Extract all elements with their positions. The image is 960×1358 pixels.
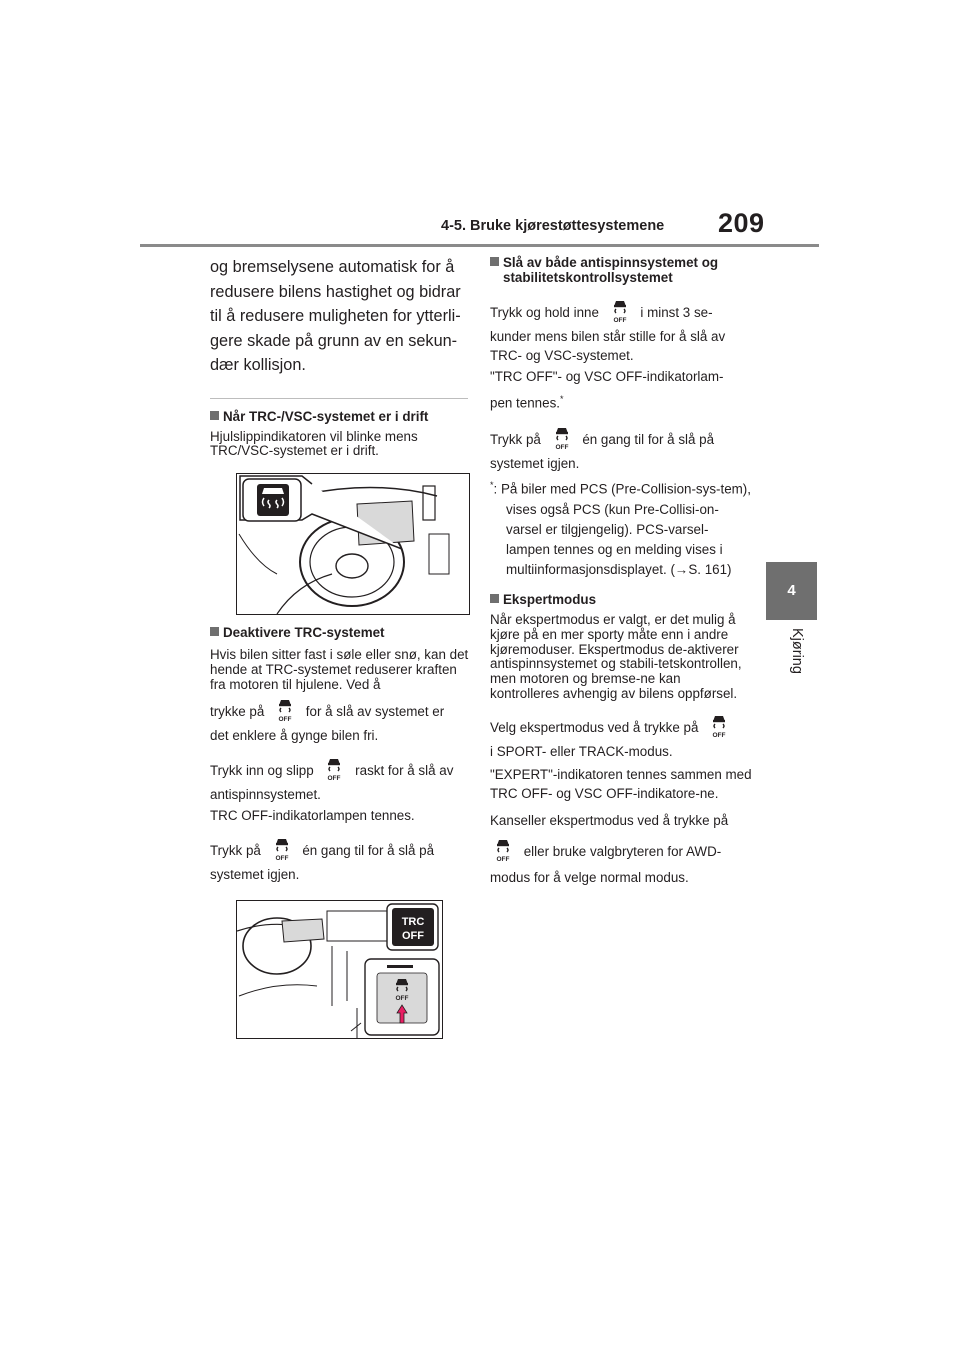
left-column <box>210 255 470 1039</box>
text: trykke på <box>210 704 265 720</box>
text: Trykk på <box>490 432 541 448</box>
heading-deactivate-trc: Deaktivere TRC-systemet <box>210 625 470 640</box>
paragraph: systemet igjen. <box>490 456 580 472</box>
paragraph: "TRC OFF"- og VSC OFF-indikatorlam- <box>490 369 724 384</box>
right-column <box>490 255 752 887</box>
paragraph: det enklere å gynge bilen fri. <box>210 728 379 744</box>
paragraph: i SPORT- eller TRACK-modus. <box>490 743 673 759</box>
paragraph <box>490 390 752 412</box>
text: i minst 3 se- <box>640 305 713 320</box>
trc-off-button-icon <box>706 714 732 738</box>
text: Trykk inn og slipp <box>210 763 314 779</box>
lead-paragraph: og bremselysene automatisk for å redusere bilens hastighet og bidrar til å redusere muligheten for ytterli-gere skade på grunn av en sekun-dær kollisjon. <box>210 258 461 374</box>
paragraph: "EXPERT"-indikatoren tennes sammen med TRC OFF- og VSC OFF-indikatore-ne. <box>490 766 752 801</box>
paragraph: kunder mens bilen står stille for å slå av TRC- og VSC-systemet. <box>490 329 726 363</box>
header-rule <box>140 244 819 247</box>
dashboard-illustration <box>237 474 469 614</box>
heading-disable-both: Slå av både antispinnsystemet og stabilitetskontrollsystemet <box>490 255 752 285</box>
paragraph: TRC OFF-indikatorlampen tennes. <box>210 808 415 824</box>
text: Trykk på <box>210 843 261 859</box>
text: Velg ekspertmodus ved å trykke på <box>490 719 699 735</box>
paragraph: Hjulslippindikatoren vil blinke mens TRC/VSC-systemet er i drift. <box>210 428 418 459</box>
figure-trc-off-button <box>236 900 443 1039</box>
trc-off-button-icon <box>321 757 347 781</box>
paragraph-inline-icon <box>490 426 752 450</box>
chapter-label: Kjøring <box>789 628 805 674</box>
trc-label: TRC <box>401 916 425 929</box>
divider <box>210 398 468 399</box>
footnote-mark: * <box>490 480 494 491</box>
paragraph-inline-icon <box>210 698 470 722</box>
off-label: OFF <box>402 930 424 943</box>
page-number: 209 <box>718 208 765 238</box>
text: eller bruke valgbryteren for AWD- <box>523 843 722 859</box>
chapter-tab: 4 <box>766 562 817 620</box>
console-illustration <box>237 901 442 1038</box>
text: Trykk og hold inne <box>490 305 599 320</box>
section-title: 4-5. Bruke kjørestøttesystemene <box>441 218 665 234</box>
text: én gang til for å slå på <box>302 843 435 859</box>
paragraph-inline-icon <box>210 757 470 781</box>
paragraph-inline-icon <box>490 838 752 862</box>
text: én gang til for å slå på <box>582 432 715 448</box>
heading-trc-vsc-active: Når TRC-/VSC-systemet er i drift <box>210 409 470 424</box>
paragraph-inline-icon <box>490 299 752 323</box>
trc-off-button-icon <box>549 426 575 450</box>
paragraph: Hvis bilen sitter fast i søle eller snø, kan det hende at TRC-systemet reduserer kraften fra motoren til hjulene. Ved å <box>210 647 469 692</box>
footnote-text: : På biler med PCS (Pre-Collision-sys-tem), vises også PCS (kun Pre-Collisi-on-varsel er tilgjengelig). PCS-varsel-lampen tennes og en melding vises i multiinformasjonsdisplayet. (→S. 161) <box>493 481 751 577</box>
trc-off-button-icon <box>272 698 298 722</box>
footnote <box>490 475 752 579</box>
trc-off-button-icon <box>607 299 633 323</box>
paragraph: Når ekspertmodus er valgt, er det mulig å kjøre på en mer sporty måte enn i andre kjøremoduser. Ekspertmodus de-aktiverer antispinnsystemet og stabili-tetskontrollen, men motoren og bremse-ne kan kontrolleres avhengig av bilens oppførsel. <box>490 611 742 701</box>
trc-off-button-icon <box>269 837 295 861</box>
paragraph-inline-icon <box>210 837 470 861</box>
text: for å slå av systemet er <box>305 704 445 720</box>
footnote-mark: * <box>560 394 564 404</box>
paragraph: Kanseller ekspertmodus ved å trykke på <box>490 812 729 828</box>
text: pen tennes. <box>490 395 560 411</box>
trc-off-button-icon <box>490 838 516 862</box>
paragraph: systemet igjen. <box>210 867 300 883</box>
text: raskt for å slå av <box>355 763 454 779</box>
paragraph: modus for å velge normal modus. <box>490 869 689 885</box>
paragraph-inline-icon <box>490 714 752 738</box>
paragraph: antispinnsystemet. <box>210 787 321 803</box>
heading-expert-mode: Ekspertmodus <box>490 592 752 607</box>
figure-dashboard-indicator <box>236 473 470 615</box>
